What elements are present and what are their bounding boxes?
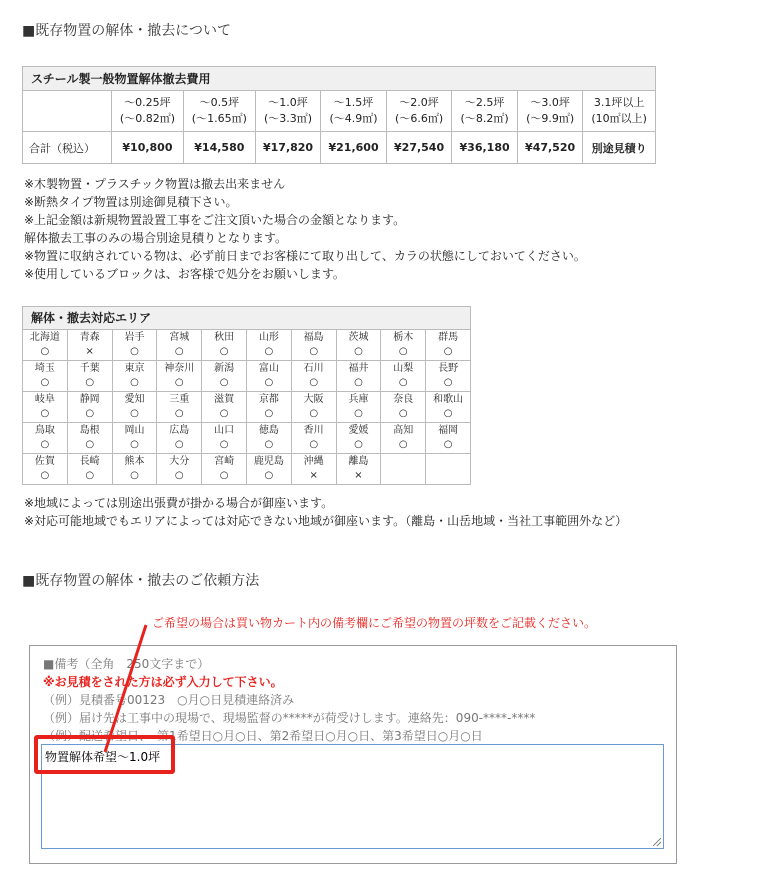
area-mark: ○ [354, 408, 363, 419]
area-mark: ○ [443, 377, 453, 388]
area-name: 群馬 [438, 332, 459, 343]
area-name: 香川 [303, 425, 324, 436]
area-name: 岐阜 [34, 394, 55, 405]
area-name: 青森 [79, 332, 100, 343]
area-mark: ○ [264, 346, 274, 357]
example-line-2: （例）届け先は工事中の現場で、現場監督の*****が荷受けします。連絡先：090-****-**** [43, 711, 536, 725]
price-header-2: ～1.0坪 (～3.3㎡) [255, 91, 321, 132]
area-name: 三重 [169, 394, 190, 405]
area-name: 離島 [348, 456, 369, 467]
area-mark: ○ [354, 439, 363, 450]
example-line-1: （例）見積番号00123 ○月○日見積連絡済み [43, 693, 295, 707]
area-name: 沖縄 [303, 456, 324, 467]
price-header-3: ～1.5坪 (～4.9㎡) [321, 91, 387, 132]
price-header-0: ～0.25坪 (～0.82㎡) [112, 91, 184, 132]
area-mark: ○ [443, 439, 453, 450]
area-mark: ○ [264, 439, 274, 450]
note-line: ※木製物置・プラスチック物置は撤去出来ません [24, 177, 286, 191]
area-mark: ○ [85, 470, 95, 481]
required-note: ※お見積をされた方は必ず入力して下さい。 [43, 675, 283, 689]
area-table-caption: 解体・撤去対応エリア [23, 307, 471, 330]
area-name: 鳥取 [34, 425, 55, 436]
area-name: 福井 [348, 363, 369, 374]
area-name: 埼玉 [34, 363, 55, 374]
callout-text: ご希望の場合は買い物カート内の備考欄にご希望の物置の坪数をご記載ください。 [152, 616, 597, 630]
area-name: 岩手 [124, 332, 145, 343]
area-name: 高知 [393, 425, 414, 436]
area-name: 山形 [258, 332, 279, 343]
area-name: 富山 [258, 363, 279, 374]
area-mark: ○ [174, 377, 184, 388]
area-name: 岡山 [124, 425, 145, 436]
area-mark: ○ [40, 408, 50, 419]
area-name: 新潟 [214, 363, 235, 374]
area-name: 愛媛 [348, 425, 369, 436]
area-mark: ○ [219, 470, 229, 481]
area-name: 京都 [258, 394, 279, 405]
area-mark: ○ [398, 408, 408, 419]
note-line: ※地域によっては別途出張費が掛かる場合が御座います。 [24, 496, 334, 510]
area-mark: ○ [40, 439, 50, 450]
area-name: 石川 [303, 363, 324, 374]
note-line: ※使用しているブロックは、お客様で処分をお願いします。 [24, 267, 345, 281]
area-mark: ○ [219, 408, 229, 419]
note-line: ※対応可能地域でもエリアによっては対応できない地域が御座います。（離島・山岳地域・当社工事範囲外など） [24, 514, 628, 528]
price-header-5: ～2.5坪 (～8.2㎡) [452, 91, 518, 132]
price-header-4: ～2.0坪 (～6.6㎡) [386, 91, 452, 132]
area-mark: ○ [130, 470, 139, 481]
area-name: 兵庫 [348, 394, 369, 405]
area-name: 大分 [169, 456, 190, 467]
area-mark: ○ [398, 346, 408, 357]
area-mark: ○ [174, 408, 184, 419]
area-mark: ○ [174, 470, 184, 481]
area-name: 熊本 [124, 456, 145, 467]
area-mark: ○ [130, 439, 139, 450]
price-value-4: ¥27,540 [386, 132, 452, 164]
area-name: 福岡 [438, 425, 459, 436]
price-value-1: ¥14,580 [183, 132, 255, 164]
area-name: 愛知 [124, 394, 145, 405]
area-mark: ○ [219, 346, 229, 357]
area-name: 山口 [214, 425, 235, 436]
area-name: 静岡 [79, 394, 100, 405]
area-mark: ○ [130, 377, 139, 388]
area-mark: ○ [443, 346, 453, 357]
area-name: 宮城 [169, 332, 190, 343]
price-table-caption: スチール製一般物置解体撤去費用 [23, 67, 656, 91]
area-name: 東京 [124, 363, 145, 374]
area-name: 宮崎 [214, 456, 235, 467]
area-mark: ○ [85, 377, 95, 388]
price-value-0: ¥10,800 [112, 132, 184, 164]
area-mark: ○ [264, 470, 274, 481]
remarks-label: ■備考（全角 250文字まで） [43, 657, 210, 671]
note-line: ※上記金額は新規物置設置工事をご注文頂いた場合の金額となります。 [24, 213, 406, 227]
area-mark: ○ [264, 377, 274, 388]
area-name: 千葉 [79, 363, 100, 374]
area-name: 奈良 [393, 394, 414, 405]
area-mark: ○ [40, 346, 50, 357]
area-mark: ○ [309, 439, 319, 450]
price-value-2: ¥17,820 [255, 132, 321, 164]
area-name: 滋賀 [214, 394, 235, 405]
example-line-3: （例）配送希望日、 第1希望日○月○日、第2希望日○月○日、第3希望日○月○日 [43, 729, 483, 743]
area-mark: ○ [443, 408, 453, 419]
area-name: 長崎 [79, 456, 100, 467]
area-name: 徳島 [258, 425, 279, 436]
area-mark: ○ [398, 377, 408, 388]
area-mark: ○ [85, 439, 95, 450]
area-mark: ○ [309, 408, 319, 419]
area-mark: ○ [174, 346, 184, 357]
area-mark: ○ [219, 377, 229, 388]
area-name: 大阪 [303, 394, 324, 405]
price-header-1: ～0.5坪 (～1.65㎡) [183, 91, 255, 132]
area-name: 佐賀 [34, 456, 55, 467]
area-mark: × [354, 470, 363, 481]
total-label: 合計（税込） [23, 132, 112, 164]
price-value-6: ¥47,520 [517, 132, 583, 164]
area-mark: ○ [398, 439, 408, 450]
note-line: 解体撤去工事のみの場合別途見積りとなります。 [24, 231, 288, 245]
area-mark: ○ [354, 377, 363, 388]
area-name: 茨城 [348, 332, 369, 343]
section2-title: ■既存物置の解体・撤去のご依頼方法 [22, 573, 260, 589]
area-mark: ○ [85, 408, 95, 419]
area-mark: ○ [309, 346, 319, 357]
area-name: 栃木 [393, 332, 414, 343]
section1-title: ■既存物置の解体・撤去について [22, 23, 231, 39]
area-mark: ○ [130, 346, 139, 357]
area-mark: × [309, 470, 318, 481]
area-name: 秋田 [214, 332, 235, 343]
area-mark: ○ [354, 346, 363, 357]
area-name: 神奈川 [164, 363, 195, 374]
area-name: 広島 [169, 425, 190, 436]
price-value-3: ¥21,600 [321, 132, 387, 164]
area-name: 長野 [438, 363, 459, 374]
price-header-6: ～3.0坪 (～9.9㎡) [517, 91, 583, 132]
area-name: 福島 [303, 332, 324, 343]
note-line: ※物置に収納されている物は、必ず前日までお客様にて取り出して、カラの状態にしておいてください。 [24, 249, 586, 263]
area-mark: ○ [219, 439, 229, 450]
area-name: 鹿児島 [253, 456, 284, 467]
area-mark: ○ [264, 408, 274, 419]
area-name: 和歌山 [433, 394, 464, 405]
area-mark: × [85, 346, 94, 357]
area-name: 山梨 [393, 363, 414, 374]
price-header-7: 3.1坪以上 (10㎡以上) [583, 91, 656, 132]
area-name: 島根 [79, 425, 100, 436]
textarea-value: 物置解体希望～1.0坪 [45, 750, 161, 764]
area-mark: ○ [40, 377, 50, 388]
price-value-7: 別途見積り [583, 132, 656, 164]
price-value-5: ¥36,180 [452, 132, 518, 164]
area-name: 北海道 [29, 332, 60, 343]
area-mark: ○ [309, 377, 319, 388]
area-mark: ○ [40, 470, 50, 481]
note-line: ※断熱タイプ物置は別途御見積下さい。 [24, 195, 238, 209]
area-mark: ○ [130, 408, 139, 419]
area-mark: ○ [174, 439, 184, 450]
